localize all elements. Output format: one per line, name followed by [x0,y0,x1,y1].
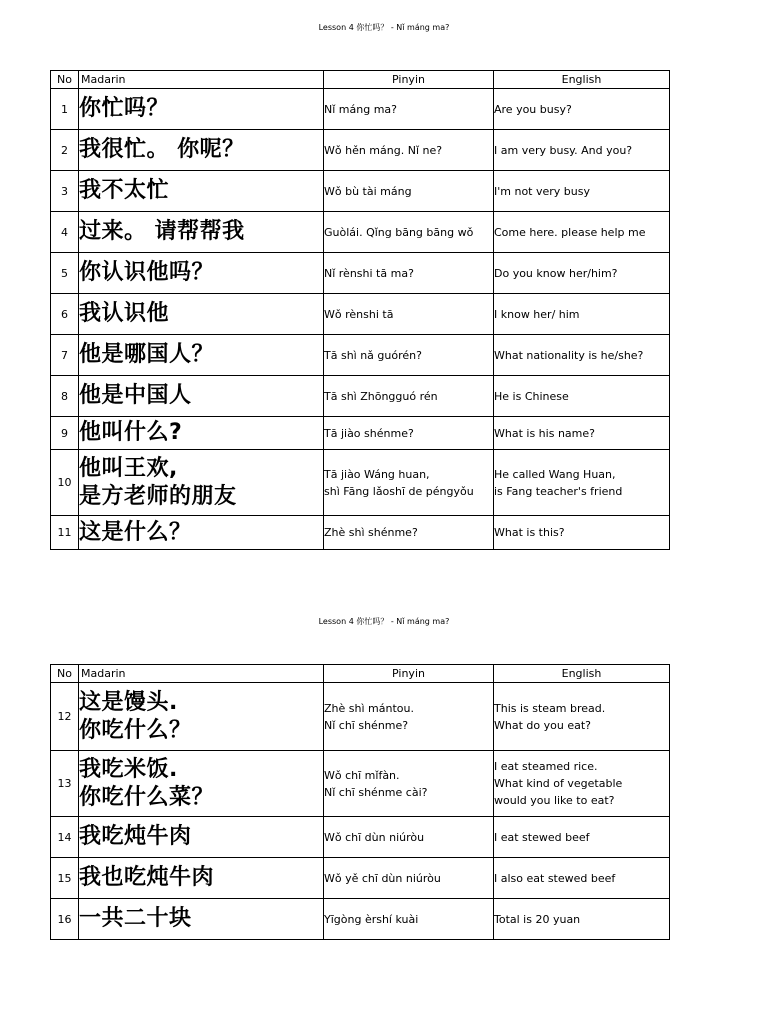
english-cell [494,212,670,253]
row-number: 4 [51,212,79,253]
mandarin-text: 你忙吗？ [79,96,170,121]
english-cell [494,89,670,130]
mandarin-cell [79,376,324,417]
pinyin-text: Nǐ chī shénme? [324,718,409,732]
mandarin-text: 你吃什么菜？ [79,784,215,810]
column-header-no: No [51,71,79,89]
mandarin-text: 他叫王欢, [79,455,178,481]
table-header-row [51,71,670,89]
english-cell [494,294,670,335]
pinyin-cell [324,253,494,294]
english-text: What is his name? [494,426,595,440]
mandarin-cell [79,335,324,376]
mandarin-cell [79,171,324,212]
table-row [51,376,670,417]
mandarin-cell [79,212,324,253]
pinyin-cell [324,335,494,376]
english-cell [494,751,670,817]
row-number: 15 [51,858,79,899]
mandarin-cell [79,450,324,516]
table-row [51,899,670,940]
mandarin-text: 你认识他吗？ [79,260,215,285]
pinyin-text: Tā jiào shénme? [324,426,414,440]
table-row [51,89,670,130]
english-text: What is this? [494,526,565,539]
table-row [51,335,670,376]
row-number: 9 [51,417,79,450]
pinyin-text: Nǐ chī shénme cài? [324,785,428,799]
column-header-no: No [51,665,79,683]
table-row [51,858,670,899]
english-cell [494,335,670,376]
table-header-row [51,665,670,683]
mandarin-text: 这是什么？ [79,519,192,545]
pinyin-text: Zhè shì mántou. [324,701,414,715]
pinyin-text: Guòlái. Qǐng bāng bāng wǒ [324,225,474,239]
row-number: 1 [51,89,79,130]
column-header-english: English [494,71,670,89]
english-text: He is Chinese [494,389,569,403]
lesson-table [50,70,670,550]
english-text: Total is 20 yuan [494,912,581,926]
english-text: I know her/ him [494,307,580,321]
pinyin-cell [324,858,494,899]
english-text: I eat steamed rice. [494,760,598,773]
english-cell [494,817,670,858]
pinyin-cell [324,516,494,550]
mandarin-text: 过来。 请帮帮我 [79,219,245,244]
english-text: Are you busy? [494,102,572,116]
english-text: He called Wang Huan, [494,467,616,481]
english-cell [494,253,670,294]
pinyin-text: Wǒ yě chī dùn niúròu [324,871,441,885]
pinyin-cell [324,89,494,130]
table-row [51,450,670,516]
mandarin-text: 这是馒头. [79,689,178,715]
english-cell [494,450,670,516]
english-text: Do you know her/him? [494,266,618,280]
pinyin-text: Zhè shì shénme? [324,526,418,539]
table-row [51,294,670,335]
column-header-english: English [494,665,670,683]
row-number: 5 [51,253,79,294]
column-header-pinyin: Pinyin [324,665,494,683]
pinyin-text: Wǒ hěn máng. Nǐ ne? [324,143,443,157]
english-cell [494,683,670,751]
mandarin-text: 他是中国人 [79,383,192,408]
mandarin-text: 一共二十块 [79,906,192,931]
pinyin-cell [324,683,494,751]
english-cell [494,376,670,417]
english-cell [494,130,670,171]
mandarin-cell [79,899,324,940]
table-row [51,253,670,294]
mandarin-text: 我也吃炖牛肉 [79,865,215,890]
row-number: 12 [51,683,79,751]
mandarin-cell [79,683,324,751]
mandarin-text: 是方老师的朋友 [79,483,237,509]
mandarin-cell [79,516,324,550]
mandarin-cell [79,751,324,817]
table-row [51,130,670,171]
english-text: I am very busy. And you? [494,143,633,157]
column-header-mandarin: Madarin [79,665,324,683]
row-number: 2 [51,130,79,171]
pinyin-cell [324,171,494,212]
pinyin-cell [324,130,494,171]
pinyin-text: Wǒ bù tài máng [324,184,412,198]
pinyin-cell [324,751,494,817]
mandarin-cell [79,294,324,335]
row-number: 7 [51,335,79,376]
table-row [51,751,670,817]
table-row [51,817,670,858]
english-text: I'm not very busy [494,184,590,198]
row-number: 11 [51,516,79,550]
mandarin-cell [79,817,324,858]
english-cell [494,417,670,450]
pinyin-text: Wǒ rènshi tā [324,307,394,321]
pinyin-text: Nǐ rènshi tā ma? [324,266,414,280]
mandarin-text: 我很忙。 你呢？ [79,137,245,162]
pinyin-cell [324,376,494,417]
english-text: is Fang teacher's friend [494,484,623,498]
mandarin-cell [79,130,324,171]
pinyin-cell [324,899,494,940]
english-text: Come here. please help me [494,225,646,239]
column-header-mandarin: Madarin [79,71,324,89]
row-number: 8 [51,376,79,417]
pinyin-cell [324,817,494,858]
table-row [51,683,670,751]
mandarin-text: 他是哪国人？ [79,342,215,367]
english-cell [494,858,670,899]
english-cell [494,516,670,550]
row-number: 16 [51,899,79,940]
column-header-pinyin: Pinyin [324,71,494,89]
page-title: Lesson 4 你忙吗？ - Nǐ máng ma? [318,23,450,32]
mandarin-text: 你吃什么？ [79,717,192,743]
mandarin-text: 我认识他 [79,301,170,326]
row-number: 13 [51,751,79,817]
row-number: 6 [51,294,79,335]
english-cell [494,171,670,212]
mandarin-text: 我不太忙 [79,178,170,203]
english-text: What nationality is he/she? [494,348,644,362]
english-text: I eat stewed beef [494,830,590,844]
table-row [51,171,670,212]
english-text: I also eat stewed beef [494,871,616,885]
mandarin-cell [79,89,324,130]
pinyin-text: Nǐ máng ma? [324,102,397,116]
english-text: What kind of vegetable [494,777,623,790]
lesson-table [50,664,670,940]
mandarin-text: 我吃炖牛肉 [79,824,192,849]
pinyin-text: Wǒ chī dùn niúròu [324,830,425,844]
mandarin-cell [79,253,324,294]
mandarin-cell [79,858,324,899]
pinyin-cell [324,294,494,335]
pinyin-cell [324,450,494,516]
pinyin-cell [324,212,494,253]
pinyin-text: Tā shì Zhōngguó rén [324,389,438,403]
pinyin-text: Tā shì nǎ guórén? [324,348,422,362]
pinyin-text: Tā jiào Wáng huan, [324,467,430,481]
english-text: This is steam bread. [494,701,606,715]
mandarin-text: 他叫什么? [79,420,183,445]
table-row [51,516,670,550]
row-number: 14 [51,817,79,858]
pinyin-text: Yīgòng èrshí kuài [324,912,419,926]
pinyin-text: Wǒ chī mǐfàn. [324,768,400,782]
table-row [51,417,670,450]
row-number: 3 [51,171,79,212]
row-number: 10 [51,450,79,516]
pinyin-cell [324,417,494,450]
mandarin-text: 我吃米饭. [79,756,178,782]
table-row [51,212,670,253]
page-title: Lesson 4 你忙吗？ - Nǐ máng ma? [318,617,450,626]
english-text: What do you eat? [494,718,591,732]
pinyin-text: shì Fāng lǎoshī de péngyǒu [324,484,474,498]
english-text: would you like to eat? [494,794,615,807]
english-cell [494,899,670,940]
mandarin-cell [79,417,324,450]
